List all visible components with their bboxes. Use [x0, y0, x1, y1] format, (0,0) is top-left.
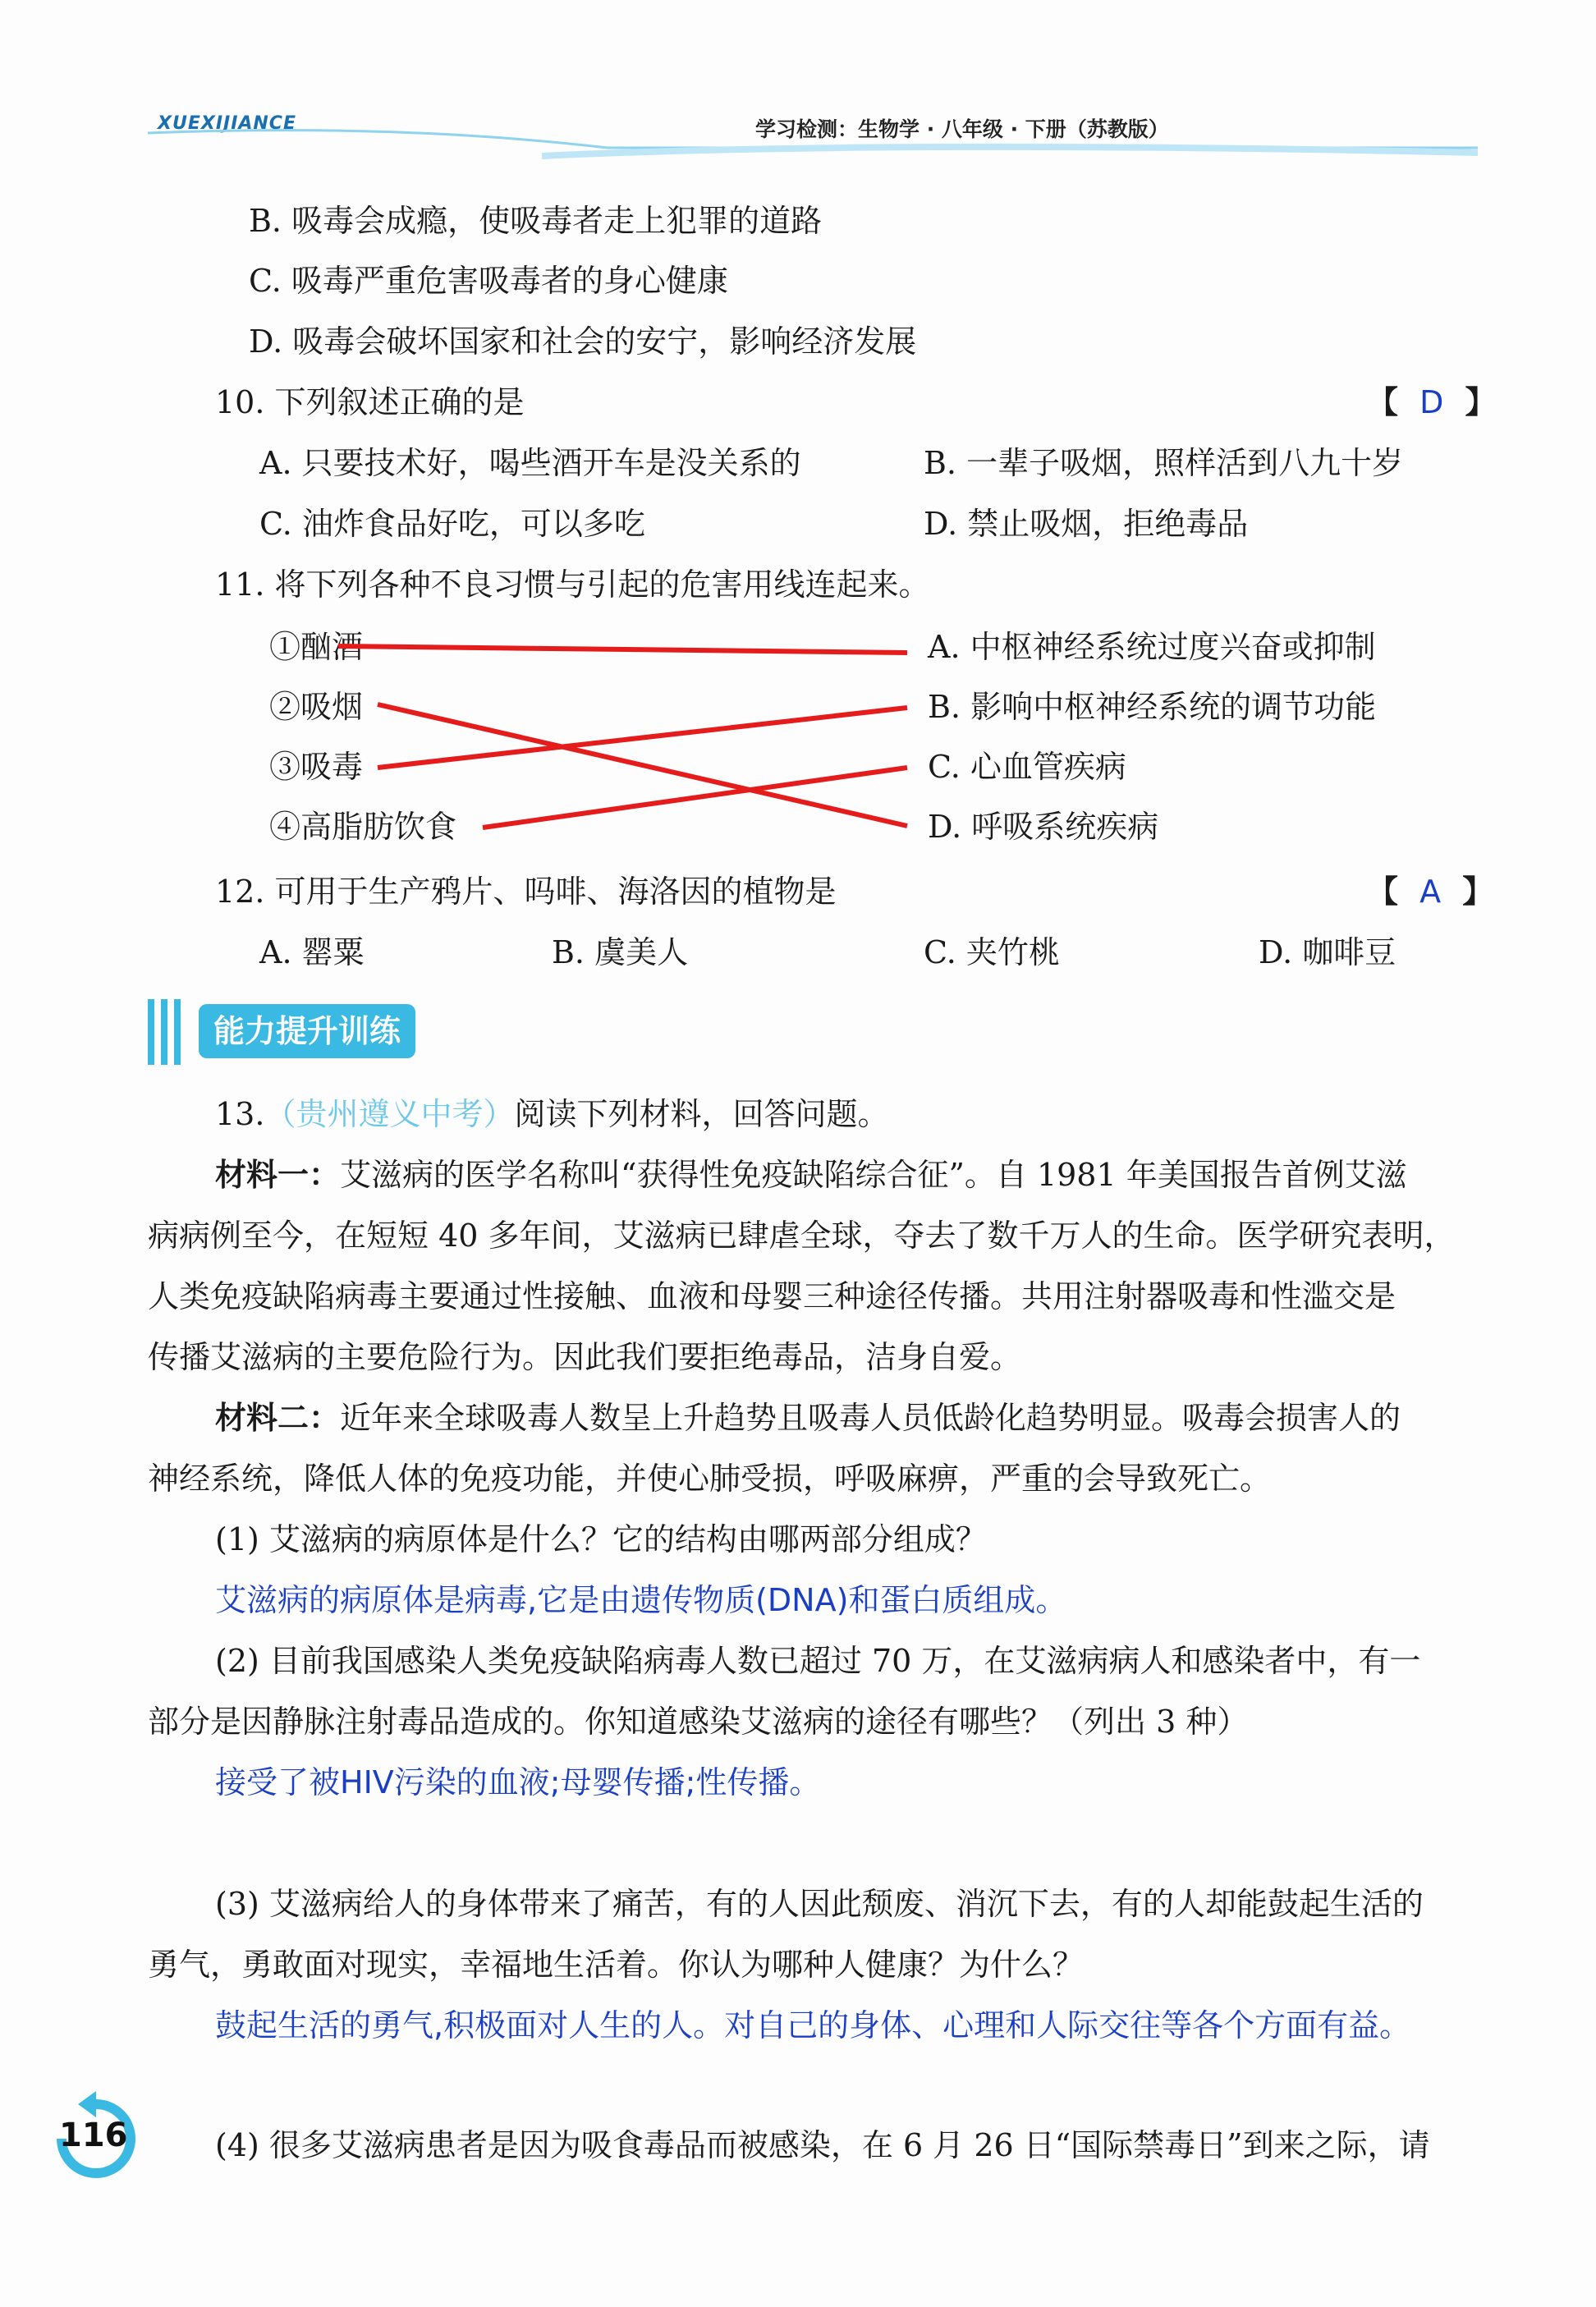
q13-header: [215, 1095, 888, 1133]
q13-number: 13.: [215, 1096, 265, 1132]
bracket-open: 【: [1367, 383, 1399, 420]
material-1-label: 材料一：: [215, 1156, 341, 1193]
material-1-text: 艾滋病的医学名称叫“获得性免疫缺陷综合征”。自 1981 年美国报告首例艾滋: [340, 1157, 1407, 1193]
q10-stem: 10. 下列叙述正确的是: [215, 384, 525, 420]
q12-option-b: B. 虞美人: [552, 934, 689, 970]
q12-option-a: A. 罂粟: [259, 934, 365, 970]
match-line-1-a: [338, 646, 907, 653]
q9-option-b: B. 吸毒会成瘾，使吸毒者走上犯罪的道路: [249, 203, 823, 239]
header-title: 学习检测：生物学 · 八年级 · 下册（苏教版）: [755, 117, 1169, 141]
material-2-text: 近年来全球吸毒人数呈上升趋势且吸毒人员低龄化趋势明显。吸毒会损害人的: [340, 1400, 1401, 1436]
q10-answer: D: [1419, 384, 1444, 420]
match-line-3-b: [378, 708, 907, 768]
header-brand: XUEXIJIANCE: [158, 113, 296, 134]
q13-answer-2: 接受了被HIV污染的血液;母婴传播;性传播。: [215, 1764, 821, 1800]
section-title: 能力提升训练: [199, 1004, 415, 1058]
q13-source-tag: （贵州遵义中考）: [264, 1096, 515, 1132]
bracket-close: 】: [1462, 873, 1494, 910]
material-1-line-2: 病病例至今，在短短 40 多年间，艾滋病已肆虐全球，夺去了数千万人的生命。医学研究表明，: [148, 1218, 1456, 1254]
q11-match-lines: [0, 0, 1596, 903]
material-2-line-1: [215, 1399, 1401, 1437]
q9-option-d: D. 吸毒会破坏国家和社会的安宁，影响经济发展: [249, 323, 917, 360]
q11-stem: 11. 将下列各种不良习惯与引起的危害用线连起来。: [215, 566, 930, 603]
q13-part-3-line-2: 勇气，勇敢面对现实，幸福地生活着。你认为哪种人健康？为什么？: [148, 1947, 1085, 1983]
bracket-close: 】: [1465, 383, 1497, 420]
q10-option-c: C. 油炸食品好吃，可以多吃: [259, 506, 645, 542]
q11-right-a: A. 中枢神经系统过度兴奋或抑制: [928, 629, 1376, 665]
material-1-line-1: [215, 1156, 1407, 1194]
q12-option-c: C. 夹竹桃: [924, 934, 1060, 970]
material-1-line-4: 传播艾滋病的主要危险行为。因此我们要拒绝毒品，洁身自爱。: [148, 1339, 1022, 1375]
banner-stripes: [148, 999, 194, 1065]
q10-option-d: D. 禁止吸烟，拒绝毒品: [924, 506, 1249, 542]
q13-part-2-line-1: (2) 目前我国感染人类免疫缺陷病毒人数已超过 70 万，在艾滋病病人和感染者中，有一: [215, 1643, 1421, 1679]
q11-left-2: ②吸烟: [269, 689, 364, 725]
q13-part-4: (4) 很多艾滋病患者是因为吸食毒品而被感染，在 6 月 26 日“国际禁毒日”到来之际，请: [215, 2127, 1430, 2163]
q12-option-d: D. 咖啡豆: [1259, 934, 1396, 970]
bracket-open: 【: [1367, 873, 1399, 910]
q11-right-d: D. 呼吸系统疾病: [928, 809, 1159, 845]
q13-part-2-line-2: 部分是因静脉注射毒品造成的。你知道感染艾滋病的途径有哪些？（列出 3 种）: [148, 1704, 1249, 1740]
page-number: 116: [59, 2117, 128, 2154]
match-line-2-d: [378, 704, 907, 826]
q12-stem: 12. 可用于生产鸦片、吗啡、海洛因的植物是: [215, 874, 837, 910]
q11-left-1: ①酗酒: [269, 629, 364, 665]
q13-answer-1: 艾滋病的病原体是病毒,它是由遗传物质(DNA)和蛋白质组成。: [215, 1582, 1067, 1618]
q12-answer-box: [1367, 873, 1493, 910]
q10-option-b: B. 一辈子吸烟，照样活到八九十岁: [924, 445, 1404, 481]
q9-option-c: C. 吸毒严重危害吸毒者的身心健康: [249, 263, 728, 299]
material-2-line-2: 神经系统，降低人体的免疫功能，并使心肺受损，呼吸麻痹，严重的会导致死亡。: [148, 1461, 1272, 1497]
q13-answer-3: 鼓起生活的勇气,积极面对人生的人。对自己的身体、心理和人际交往等各个方面有益。: [215, 2007, 1411, 2043]
q11-left-4: ④高脂肪饮食: [269, 809, 457, 845]
q11-right-c: C. 心血管疾病: [928, 749, 1126, 785]
material-1-line-3: 人类免疫缺陷病毒主要通过性接触、血液和母婴三种途径传播。共用注射器吸毒和性滥交是: [148, 1278, 1396, 1314]
q10-option-a: A. 只要技术好，喝些酒开车是没关系的: [259, 445, 801, 481]
material-2-label: 材料二：: [215, 1399, 341, 1436]
q11-left-3: ③吸毒: [269, 749, 364, 785]
q11-right-b: B. 影响中枢神经系统的调节功能: [928, 689, 1377, 725]
q12-answer: A: [1419, 874, 1442, 910]
q13-stem: 阅读下列材料，回答问题。: [514, 1096, 889, 1132]
q13-part-1: (1) 艾滋病的病原体是什么？它的结构由哪两部分组成？: [215, 1521, 987, 1557]
q13-part-3-line-1: (3) 艾滋病给人的身体带来了痛苦，有的人因此颓废、消沉下去，有的人却能鼓起生活的: [215, 1886, 1424, 1922]
